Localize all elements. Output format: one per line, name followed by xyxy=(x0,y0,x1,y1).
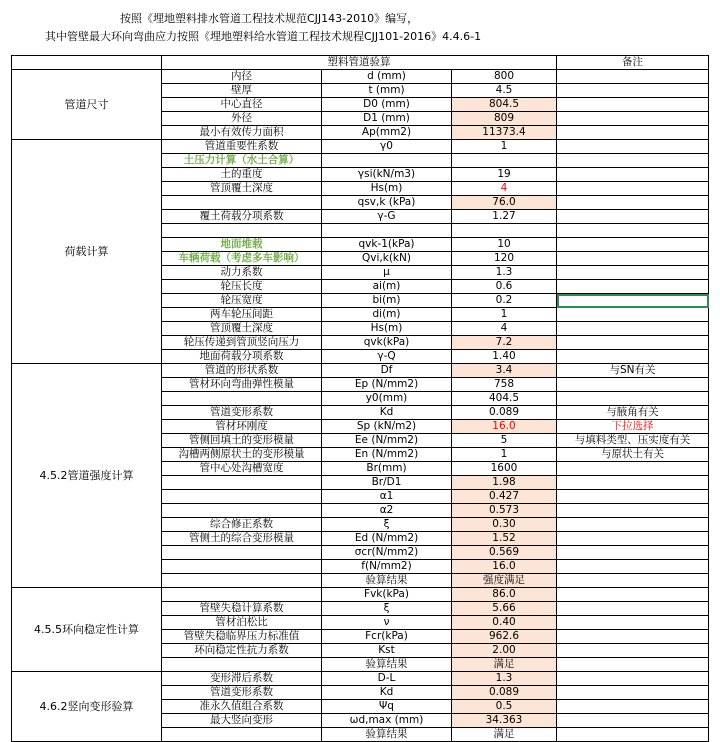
value-cell[interactable]: 0.427 xyxy=(452,490,557,504)
symbol-cell[interactable]: t (mm) xyxy=(322,84,452,98)
section-title[interactable]: 管道尺寸 xyxy=(12,70,162,140)
remark-cell[interactable] xyxy=(557,630,709,644)
value-cell[interactable]: 满足 xyxy=(452,658,557,672)
param-label-cell[interactable]: 管顶覆土深度 xyxy=(162,322,322,336)
param-label-cell[interactable] xyxy=(162,392,322,406)
symbol-cell[interactable] xyxy=(322,154,452,168)
remark-cell[interactable] xyxy=(557,154,709,168)
param-label-cell[interactable] xyxy=(162,490,322,504)
symbol-cell[interactable]: γsi(kN/m3) xyxy=(322,168,452,182)
param-label-cell[interactable] xyxy=(162,224,322,238)
remark-cell[interactable] xyxy=(557,574,709,588)
value-cell[interactable]: 5 xyxy=(452,434,557,448)
symbol-cell[interactable]: γ-G xyxy=(322,210,452,224)
symbol-cell[interactable]: Br(mm) xyxy=(322,462,452,476)
symbol-cell[interactable]: Fcr(kPa) xyxy=(322,630,452,644)
remark-cell[interactable] xyxy=(557,644,709,658)
header-blank-cell[interactable] xyxy=(12,56,162,70)
symbol-cell[interactable]: 验算结果 xyxy=(322,658,452,672)
param-label-cell[interactable]: 管道变形系数 xyxy=(162,406,322,420)
param-label-cell[interactable]: 管壁失稳计算系数 xyxy=(162,602,322,616)
param-label-cell[interactable] xyxy=(162,546,322,560)
symbol-cell[interactable]: γ0 xyxy=(322,140,452,154)
remark-cell[interactable] xyxy=(557,70,709,84)
symbol-cell[interactable]: Ψq xyxy=(322,700,452,714)
param-label-cell[interactable] xyxy=(162,574,322,588)
param-label-cell[interactable]: 车辆荷载（考虑多车影响） xyxy=(162,252,322,266)
value-cell[interactable]: 1.27 xyxy=(452,210,557,224)
param-label-cell[interactable]: 土压力计算（水土合算） xyxy=(162,154,322,168)
symbol-cell[interactable]: ωd,max (mm) xyxy=(322,714,452,728)
symbol-cell[interactable]: Hs(m) xyxy=(322,182,452,196)
param-label-cell[interactable] xyxy=(162,504,322,518)
param-label-cell[interactable]: 中心直径 xyxy=(162,98,322,112)
value-cell[interactable]: 86.0 xyxy=(452,588,557,602)
value-cell[interactable]: 0.30 xyxy=(452,518,557,532)
param-label-cell[interactable]: 两车轮压间距 xyxy=(162,308,322,322)
remark-cell[interactable] xyxy=(557,196,709,210)
param-label-cell[interactable]: 内径 xyxy=(162,70,322,84)
remark-cell[interactable] xyxy=(557,140,709,154)
value-cell[interactable]: 16.0 xyxy=(452,420,557,434)
value-cell[interactable]: 1.40 xyxy=(452,350,557,364)
param-label-cell[interactable]: 沟槽两侧原状土的变形模量 xyxy=(162,448,322,462)
remark-cell[interactable] xyxy=(557,588,709,602)
remark-cell[interactable] xyxy=(557,126,709,140)
value-cell[interactable]: 962.6 xyxy=(452,630,557,644)
param-label-cell[interactable] xyxy=(162,658,322,672)
symbol-cell[interactable]: f(N/mm2) xyxy=(322,560,452,574)
remark-cell[interactable] xyxy=(557,504,709,518)
param-label-cell[interactable]: 地面堆载 xyxy=(162,238,322,252)
symbol-cell[interactable]: Ed (N/mm2) xyxy=(322,532,452,546)
remark-cell[interactable] xyxy=(557,252,709,266)
value-cell[interactable] xyxy=(452,154,557,168)
value-cell[interactable]: 76.0 xyxy=(452,196,557,210)
param-label-cell[interactable]: 最大竖向变形 xyxy=(162,714,322,728)
value-cell[interactable]: 1.52 xyxy=(452,532,557,546)
value-cell[interactable] xyxy=(452,224,557,238)
value-cell[interactable]: 34.363 xyxy=(452,714,557,728)
symbol-cell[interactable]: qvk-1(kPa) xyxy=(322,238,452,252)
remark-cell[interactable] xyxy=(557,266,709,280)
param-label-cell[interactable]: 管侧回填土的变形模量 xyxy=(162,434,322,448)
value-cell[interactable]: 0.40 xyxy=(452,616,557,630)
symbol-cell[interactable]: α2 xyxy=(322,504,452,518)
value-cell[interactable]: 满足 xyxy=(452,728,557,742)
section-title[interactable]: 4.5.5环向稳定性计算 xyxy=(12,588,162,672)
sheet-heading-line-2: 其中管壁最大环向弯曲应力按照《埋地塑料给水管道工程技术规程CJJ101-2016》4.4.6-1 xyxy=(45,30,482,43)
section-title[interactable]: 4.6.2竖向变形验算 xyxy=(12,672,162,742)
param-label-cell[interactable]: 综合修正系数 xyxy=(162,518,322,532)
symbol-cell[interactable]: 验算结果 xyxy=(322,728,452,742)
table-row xyxy=(12,364,709,378)
param-label-cell[interactable]: 管材环刚度 xyxy=(162,420,322,434)
value-cell[interactable]: 1.3 xyxy=(452,672,557,686)
symbol-cell[interactable]: α1 xyxy=(322,490,452,504)
symbol-cell[interactable]: qsv,k (kPa) xyxy=(322,196,452,210)
value-cell[interactable]: 1.3 xyxy=(452,266,557,280)
param-label-cell[interactable]: 壁厚 xyxy=(162,84,322,98)
remark-cell[interactable]: 与腋角有关 xyxy=(557,406,709,420)
value-cell[interactable]: 5.66 xyxy=(452,602,557,616)
remark-cell[interactable] xyxy=(557,280,709,294)
remark-cell[interactable] xyxy=(557,322,709,336)
value-cell[interactable]: 0.089 xyxy=(452,406,557,420)
value-cell[interactable]: 4 xyxy=(452,322,557,336)
remark-cell[interactable] xyxy=(557,672,709,686)
symbol-cell[interactable]: ξ xyxy=(322,602,452,616)
value-cell[interactable]: 0.6 xyxy=(452,280,557,294)
pipe-check-table xyxy=(11,55,709,742)
symbol-cell[interactable]: Fvk(kPa) xyxy=(322,588,452,602)
remark-cell[interactable] xyxy=(557,182,709,196)
remark-cell[interactable] xyxy=(557,308,709,322)
remark-cell[interactable] xyxy=(557,336,709,350)
remark-cell[interactable] xyxy=(557,686,709,700)
param-label-cell[interactable]: 准永久值组合系数 xyxy=(162,700,322,714)
value-cell[interactable]: 0.2 xyxy=(452,294,557,308)
remark-cell[interactable] xyxy=(557,616,709,630)
param-label-cell[interactable]: 管中心处沟槽宽度 xyxy=(162,462,322,476)
param-label-cell[interactable]: 变形滞后系数 xyxy=(162,672,322,686)
symbol-cell[interactable]: γ-Q xyxy=(322,350,452,364)
remark-cell[interactable]: 与SN有关 xyxy=(557,364,709,378)
value-cell[interactable]: 强度满足 xyxy=(452,574,557,588)
symbol-cell[interactable]: qvk(kPa) xyxy=(322,336,452,350)
param-label-cell[interactable]: 地面荷载分项系数 xyxy=(162,350,322,364)
remark-cell[interactable]: 与填料类型、压实度有关 xyxy=(557,434,709,448)
value-cell[interactable]: 0.5 xyxy=(452,700,557,714)
value-cell[interactable]: 120 xyxy=(452,252,557,266)
remark-cell[interactable] xyxy=(557,532,709,546)
symbol-cell[interactable]: Hs(m) xyxy=(322,322,452,336)
param-label-cell[interactable]: 外径 xyxy=(162,112,322,126)
symbol-cell[interactable]: Ep (N/mm2) xyxy=(322,378,452,392)
symbol-cell[interactable]: ξ xyxy=(322,518,452,532)
remark-cell[interactable] xyxy=(557,476,709,490)
value-cell[interactable]: 7.2 xyxy=(452,336,557,350)
value-cell[interactable]: 1600 xyxy=(452,462,557,476)
symbol-cell[interactable] xyxy=(322,224,452,238)
table-row xyxy=(12,70,709,84)
remark-cell[interactable] xyxy=(557,602,709,616)
symbol-cell[interactable]: Kd xyxy=(322,686,452,700)
param-label-cell[interactable] xyxy=(162,588,322,602)
value-cell[interactable]: 804.5 xyxy=(452,98,557,112)
value-cell[interactable]: 1 xyxy=(452,308,557,322)
remark-cell[interactable] xyxy=(557,546,709,560)
symbol-cell[interactable]: ai(m) xyxy=(322,280,452,294)
param-label-cell[interactable]: 管材泊松比 xyxy=(162,616,322,630)
param-label-cell[interactable]: 最小有效传力面积 xyxy=(162,126,322,140)
param-label-cell[interactable]: 轮压宽度 xyxy=(162,294,322,308)
symbol-cell[interactable]: D0 (mm) xyxy=(322,98,452,112)
value-cell[interactable]: 19 xyxy=(452,168,557,182)
param-label-cell[interactable]: 动力系数 xyxy=(162,266,322,280)
remark-cell[interactable] xyxy=(557,714,709,728)
remark-cell[interactable] xyxy=(557,238,709,252)
param-label-cell[interactable]: 管侧土的综合变形模量 xyxy=(162,532,322,546)
table-header-row xyxy=(12,56,709,70)
remark-header[interactable]: 备注 xyxy=(557,56,709,70)
symbol-cell[interactable]: Br/D1 xyxy=(322,476,452,490)
symbol-cell[interactable]: μ xyxy=(322,266,452,280)
value-cell[interactable]: 4.5 xyxy=(452,84,557,98)
param-label-cell[interactable] xyxy=(162,560,322,574)
symbol-cell[interactable]: Ee (N/mm2) xyxy=(322,434,452,448)
symbol-cell[interactable]: di(m) xyxy=(322,308,452,322)
remark-cell[interactable] xyxy=(557,518,709,532)
symbol-cell[interactable]: ν xyxy=(322,616,452,630)
param-label-cell[interactable]: 管顶覆土深度 xyxy=(162,182,322,196)
symbol-cell[interactable]: Kd xyxy=(322,406,452,420)
remark-cell[interactable] xyxy=(557,700,709,714)
remark-cell[interactable]: 下拉选择 xyxy=(557,420,709,434)
param-label-cell[interactable]: 轮压传递到管顶竖向压力 xyxy=(162,336,322,350)
value-cell[interactable]: 1 xyxy=(452,140,557,154)
value-cell[interactable]: 0.569 xyxy=(452,546,557,560)
param-label-cell[interactable]: 管道重要性系数 xyxy=(162,140,322,154)
value-cell[interactable]: 404.5 xyxy=(452,392,557,406)
symbol-cell[interactable]: D1 (mm) xyxy=(322,112,452,126)
remark-cell[interactable] xyxy=(557,560,709,574)
remark-cell[interactable] xyxy=(557,350,709,364)
param-label-cell[interactable]: 环向稳定性抗力系数 xyxy=(162,644,322,658)
symbol-cell[interactable]: σcr(N/mm2) xyxy=(322,546,452,560)
value-cell[interactable]: 758 xyxy=(452,378,557,392)
remark-cell[interactable] xyxy=(557,294,709,308)
table-title[interactable]: 塑料管道验算 xyxy=(162,56,557,70)
table-row xyxy=(12,588,709,602)
value-cell[interactable]: 1 xyxy=(452,448,557,462)
remark-cell[interactable] xyxy=(557,84,709,98)
remark-cell[interactable]: 与原状土有关 xyxy=(557,448,709,462)
value-cell[interactable]: 800 xyxy=(452,70,557,84)
symbol-cell[interactable]: Df xyxy=(322,364,452,378)
param-label-cell[interactable]: 管道的形状系数 xyxy=(162,364,322,378)
symbol-cell[interactable]: 验算结果 xyxy=(322,574,452,588)
symbol-cell[interactable]: Kst xyxy=(322,644,452,658)
symbol-cell[interactable]: En (N/mm2) xyxy=(322,448,452,462)
symbol-cell[interactable]: y0(mm) xyxy=(322,392,452,406)
remark-cell[interactable] xyxy=(557,168,709,182)
section-title[interactable]: 荷载计算 xyxy=(12,140,162,364)
value-cell[interactable]: 3.4 xyxy=(452,364,557,378)
value-cell[interactable]: 0.573 xyxy=(452,504,557,518)
symbol-cell[interactable]: Ap(mm2) xyxy=(322,126,452,140)
param-label-cell[interactable] xyxy=(162,196,322,210)
remark-cell[interactable] xyxy=(557,112,709,126)
remark-cell[interactable] xyxy=(557,224,709,238)
value-cell[interactable]: 809 xyxy=(452,112,557,126)
value-cell[interactable]: 10 xyxy=(452,238,557,252)
value-cell[interactable]: 2.00 xyxy=(452,644,557,658)
symbol-cell[interactable]: bi(m) xyxy=(322,294,452,308)
symbol-cell[interactable]: d (mm) xyxy=(322,70,452,84)
param-label-cell[interactable]: 土的重度 xyxy=(162,168,322,182)
table-row xyxy=(12,140,709,154)
param-label-cell[interactable]: 管壁失稳临界压力标准值 xyxy=(162,630,322,644)
value-cell[interactable]: 1.98 xyxy=(452,476,557,490)
remark-cell[interactable] xyxy=(557,658,709,672)
remark-cell[interactable] xyxy=(557,462,709,476)
table-row xyxy=(12,672,709,686)
param-label-cell[interactable]: 管道变形系数 xyxy=(162,686,322,700)
symbol-cell[interactable]: Qvi,k(kN) xyxy=(322,252,452,266)
value-cell[interactable]: 11373.4 xyxy=(452,126,557,140)
sheet-heading-line-1: 按照《埋地塑料排水管道工程技术规范CJJ143-2010》编写， xyxy=(120,12,419,25)
remark-cell[interactable] xyxy=(557,98,709,112)
remark-cell[interactable] xyxy=(557,378,709,392)
symbol-cell[interactable]: D-L xyxy=(322,672,452,686)
param-label-cell[interactable]: 覆土荷载分项系数 xyxy=(162,210,322,224)
value-cell[interactable]: 16.0 xyxy=(452,560,557,574)
value-cell[interactable]: 0.089 xyxy=(452,686,557,700)
section-title[interactable]: 4.5.2管道强度计算 xyxy=(12,364,162,588)
symbol-cell[interactable]: Sp (kN/m2) xyxy=(322,420,452,434)
remark-cell[interactable] xyxy=(557,490,709,504)
remark-cell[interactable] xyxy=(557,392,709,406)
param-label-cell[interactable]: 管材环向弯曲弹性模量 xyxy=(162,378,322,392)
param-label-cell[interactable]: 轮压长度 xyxy=(162,280,322,294)
param-label-cell[interactable] xyxy=(162,476,322,490)
remark-cell[interactable] xyxy=(557,210,709,224)
value-cell[interactable]: 4 xyxy=(452,182,557,196)
